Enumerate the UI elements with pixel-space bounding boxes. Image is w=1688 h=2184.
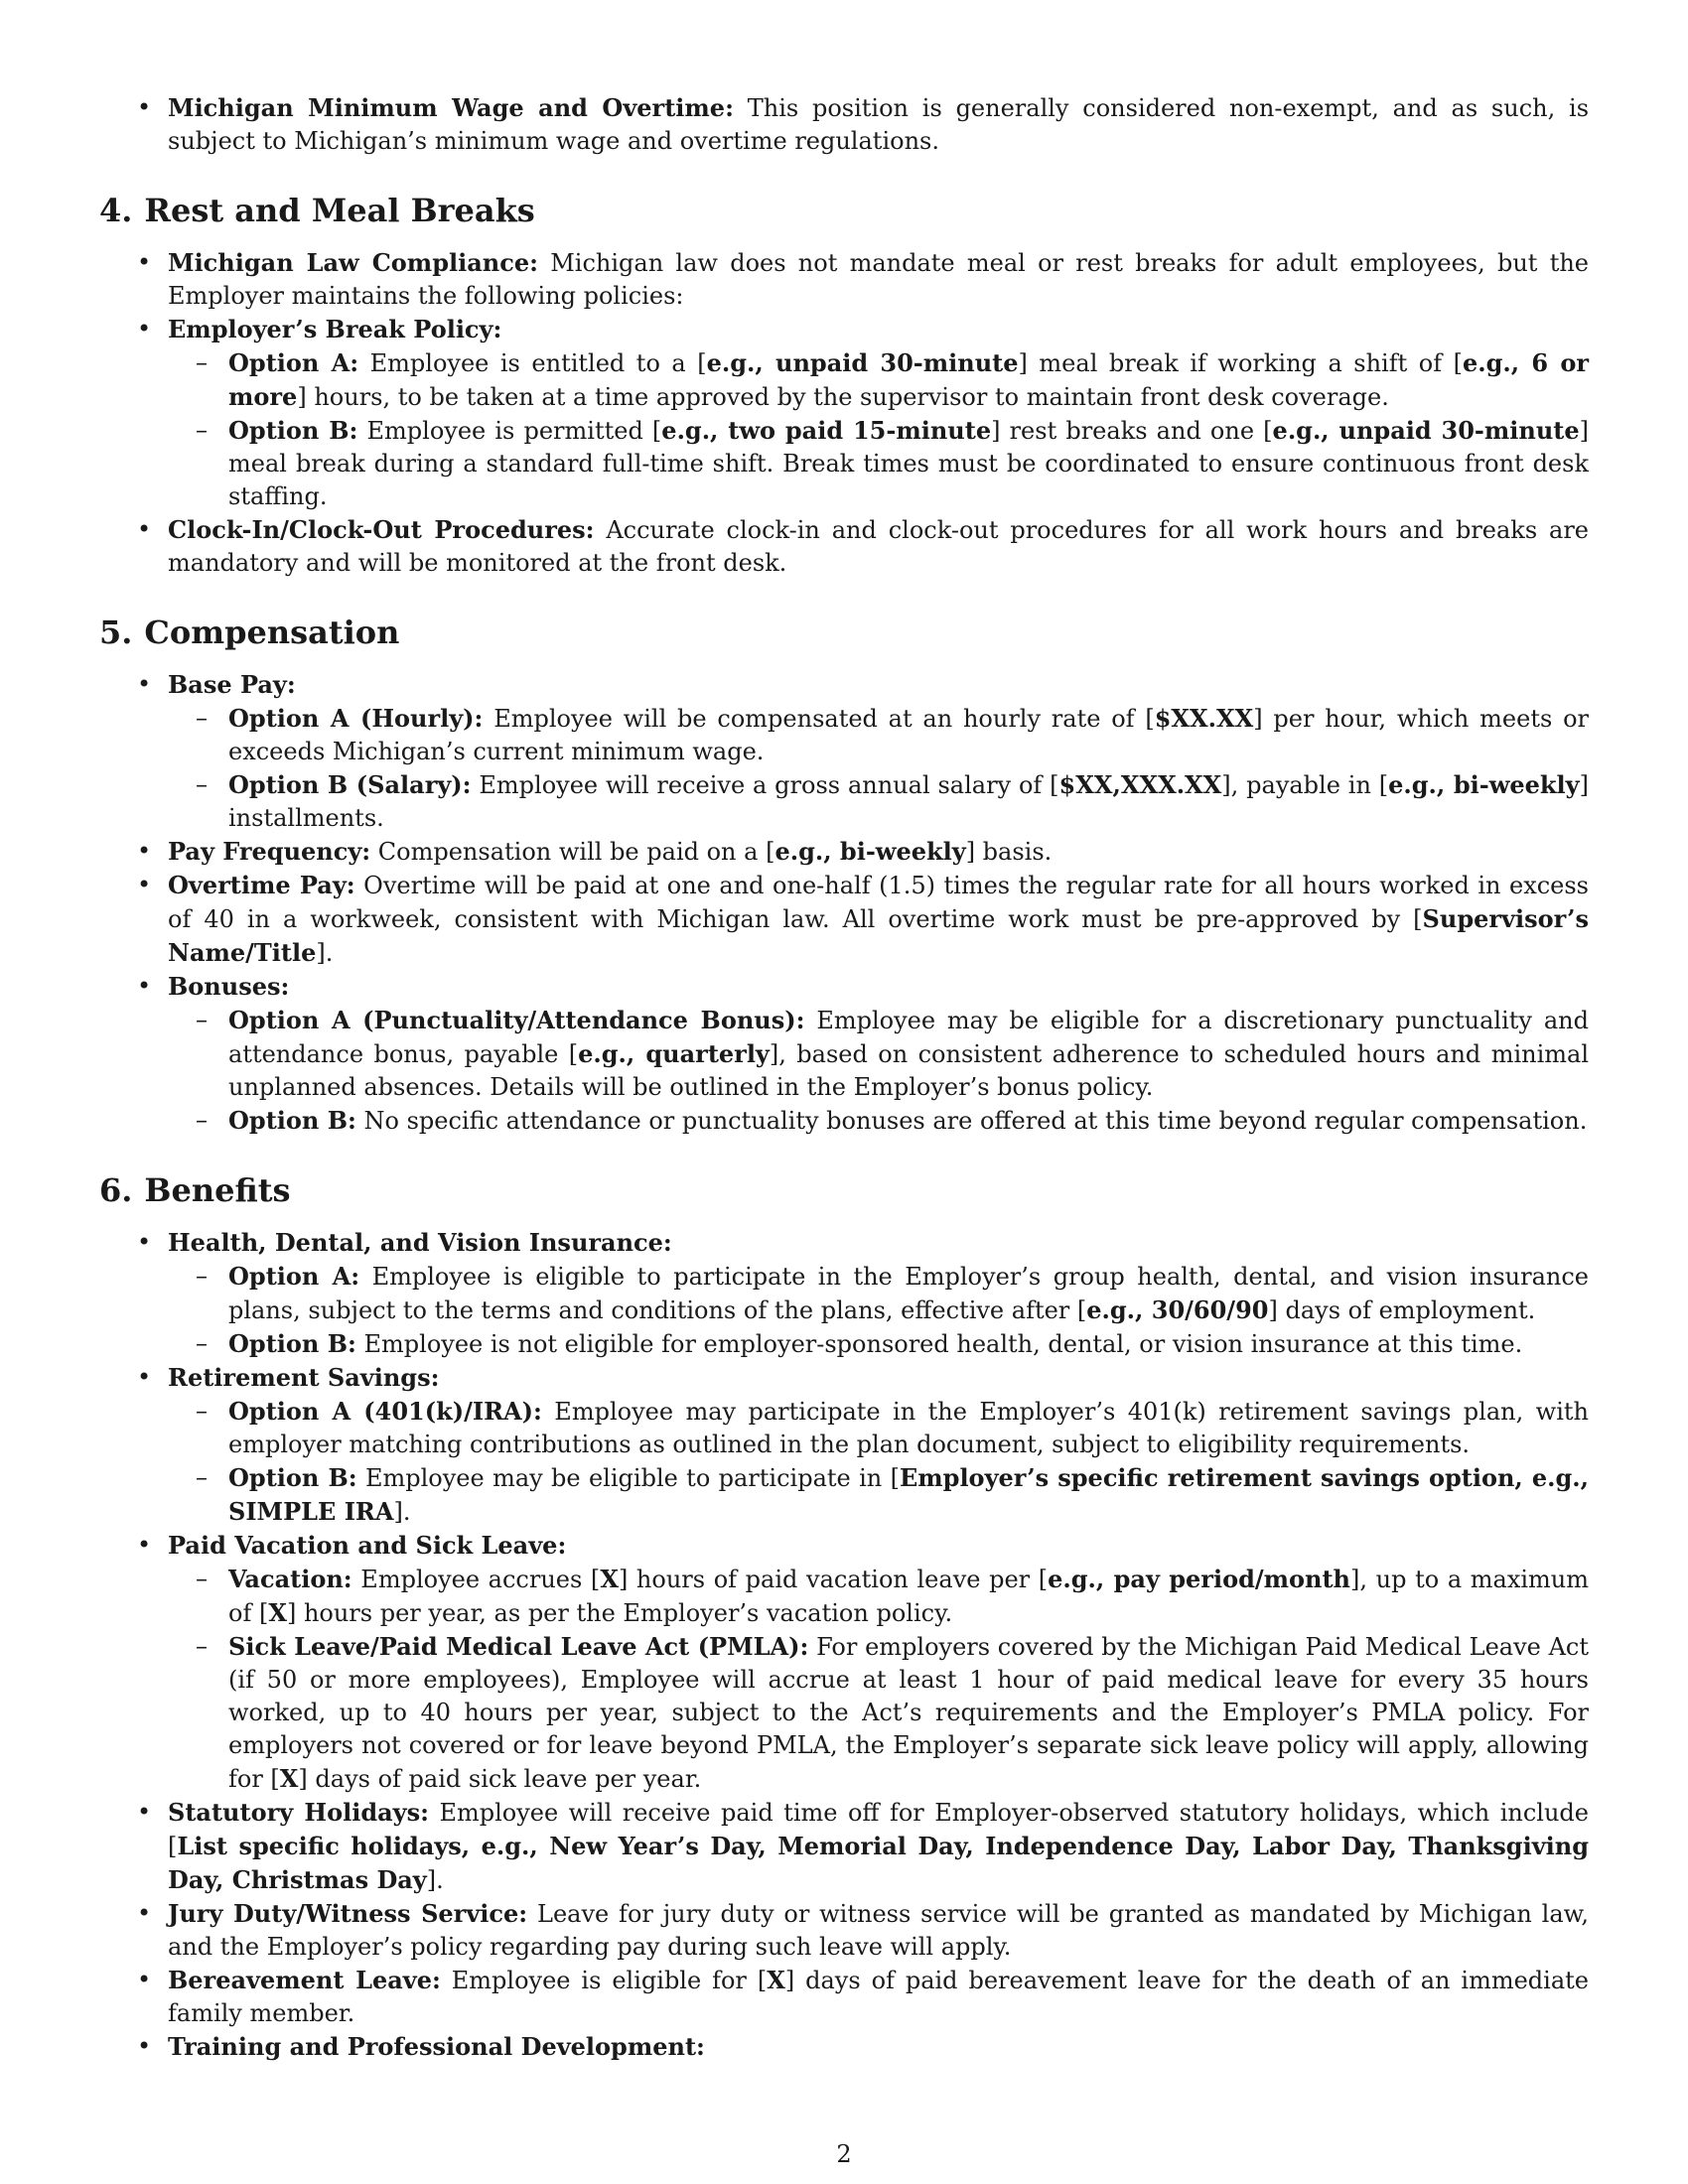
- sub-list: [168, 1004, 1589, 1138]
- sub-list: [168, 1395, 1589, 1529]
- list-item: • Bonuses: – Option A (Punctuality/Attendance Bonus): Employee may be eligible for a discretionary punctuality and attendance bonus, payable [e.g., quarterly], based on consistent adherence to scheduled hours and minimal unplanned absences. Details will be outlined in the Employer’s bonus policy. – Option B: No specific attendance or punctuality bonuses are offered at this time beyond regular compensation.: [99, 970, 1589, 1138]
- list-item: • Bereavement Leave: Employee is eligible for [X] days of paid bereavement leave for the death of an immediate family member.: [99, 1964, 1589, 2030]
- sub-list: [168, 702, 1589, 835]
- sub-list-item: – Vacation: Employee accrues [X] hours of paid vacation leave per [e.g., pay period/month], up to a maximum of [X] hours per year, as per the Employer’s vacation policy.: [168, 1563, 1589, 1630]
- sub-list-item: – Option A: Employee is eligible to participate in the Employer’s group health, dental, and vision insurance plans, subject to the terms and conditions of the plans, effective after [e.g., 30/60/90] days of employment.: [168, 1260, 1589, 1327]
- document-page: [99, 91, 1589, 2184]
- sub-list-item: – Option A: Employee is entitled to a [e.g., unpaid 30-minute] meal break if working a shift of [e.g., 6 or more] hours, to be taken at a time approved by the supervisor to maintain front desk coverage.: [168, 346, 1589, 414]
- section-heading-4: 4. Rest and Meal Breaks: [99, 192, 535, 229]
- list-item: • Base Pay: – Option A (Hourly): Employee will be compensated at an hourly rate of [$XX.XX] per hour, which meets or exceeds Michigan’s current minimum wage. – Option B (Salary): Employee will receive a gross annual salary of [$XX,XXX.XX], payable in [e.g., bi-weekly] installments.: [99, 668, 1589, 835]
- sub-list: [168, 1563, 1589, 1796]
- sub-list-item: – Option A (401(k)/IRA): Employee may participate in the Employer’s 401(k) retirement savings plan, with employer matching contributions as outlined in the plan document, subject to eligibility requirements.: [168, 1395, 1589, 1461]
- list-item: • Employer’s Break Policy: – Option A: Employee is entitled to a [e.g., unpaid 30-minute] meal break if working a shift of [e.g., 6 or more] hours, to be taken at a time approved by the supervisor to maintain front desk coverage. – Option B: Employee is permitted [e.g., two paid 15-minute] rest breaks and one [e.g., unpaid 30-minute] meal break during a standard full-time shift. Break times must be coordinated to ensure continuous front desk staffing.: [99, 313, 1589, 513]
- section-4-list: [99, 246, 1589, 580]
- section-6-list: [99, 1226, 1589, 2064]
- list-item: • Jury Duty/Witness Service: Leave for jury duty or witness service will be granted as mandated by Michigan law, and the Employer’s policy regarding pay during such leave will apply.: [99, 1897, 1589, 1964]
- section-5-list: [99, 668, 1589, 1138]
- list-item: • Michigan Law Compliance: Michigan law does not mandate meal or rest breaks for adult employees, but the Employer maintains the following policies:: [99, 246, 1589, 313]
- sub-list: [168, 346, 1589, 513]
- list-item: • Retirement Savings: – Option A (401(k)/IRA): Employee may participate in the Employer’s 401(k) retirement savings plan, with employer matching contributions as outlined in the plan document, subject to eligibility requirements. – Option B: Employee may be eligible to participate in [Employer’s specific retirement savings option, e.g., SIMPLE IRA].: [99, 1361, 1589, 1529]
- sub-list: [168, 1260, 1589, 1361]
- sub-list-item: – Option B (Salary): Employee will receive a gross annual salary of [$XX,XXX.XX], payable in [e.g., bi-weekly] installments.: [168, 768, 1589, 835]
- page-number: 2: [836, 2140, 852, 2168]
- list-item: • Paid Vacation and Sick Leave: – Vacation: Employee accrues [X] hours of paid vacation leave per [e.g., pay period/month], up to a maximum of [X] hours per year, as per the Employer’s vacation policy. – Sick Leave/Paid Medical Leave Act (PMLA): For employers covered by the Michigan Paid Medical Leave Act (if 50 or more employees), Employee will accrue at least 1 hour of paid medical leave for every 35 hours worked, up to 40 hours per year, subject to the Act’s requirements and the Employer’s PMLA policy. For employers not covered or for leave beyond PMLA, the Employer’s separate sick leave policy will apply, allowing for [X] days of paid sick leave per year.: [99, 1529, 1589, 1796]
- list-item: • Training and Professional Development:: [99, 2030, 1589, 2064]
- intro-list: [99, 91, 1589, 158]
- list-item: • Pay Frequency: Compensation will be paid on a [e.g., bi-weekly] basis.: [99, 835, 1589, 869]
- sub-list-item: – Sick Leave/Paid Medical Leave Act (PMLA): For employers covered by the Michigan Paid Medical Leave Act (if 50 or more employees), Employee will accrue at least 1 hour of paid medical leave for every 35 hours worked, up to 40 hours per year, subject to the Act’s requirements and the Employer’s PMLA policy. For employers not covered or for leave beyond PMLA, the Employer’s separate sick leave policy will apply, allowing for [X] days of paid sick leave per year.: [168, 1630, 1589, 1796]
- sub-list-item: – Option B: Employee is not eligible for employer-sponsored health, dental, or vision insurance at this time.: [168, 1327, 1589, 1361]
- sub-list-item: – Option A (Punctuality/Attendance Bonus): Employee may be eligible for a discretionary punctuality and attendance bonus, payable [e.g., quarterly], based on consistent adherence to scheduled hours and minimal unplanned absences. Details will be outlined in the Employer’s bonus policy.: [168, 1004, 1589, 1104]
- list-item: • Statutory Holidays: Employee will receive paid time off for Employer-observed statutory holidays, which include [List specific holidays, e.g., New Year’s Day, Memorial Day, Independence Day, Labor Day, Thanksgiving Day, Christmas Day].: [99, 1796, 1589, 1897]
- sub-list-item: – Option B: No specific attendance or punctuality bonuses are offered at this time beyond regular compensation.: [168, 1104, 1589, 1138]
- list-item: • Overtime Pay: Overtime will be paid at one and one-half (1.5) times the regular rate for all hours worked in excess of 40 in a workweek, consistent with Michigan law. All overtime work must be pre-approved by [Supervisor’s Name/Title].: [99, 869, 1589, 970]
- section-heading-5: 5. Compensation: [99, 614, 400, 651]
- section-heading-6: 6. Benefits: [99, 1171, 291, 1209]
- list-item: • Clock-In/Clock-Out Procedures: Accurate clock-in and clock-out procedures for all work hours and breaks are mandatory and will be monitored at the front desk.: [99, 513, 1589, 580]
- sub-list-item: – Option B: Employee is permitted [e.g., two paid 15-minute] rest breaks and one [e.g., unpaid 30-minute] meal break during a standard full-time shift. Break times must be coordinated to ensure continuous front desk staffing.: [168, 414, 1589, 513]
- list-item: • Michigan Minimum Wage and Overtime: This position is generally considered non-exempt, and as such, is subject to Michigan’s minimum wage and overtime regulations.: [99, 91, 1589, 158]
- sub-list-item: – Option B: Employee may be eligible to participate in [Employer’s specific retirement savings option, e.g., SIMPLE IRA].: [168, 1461, 1589, 1529]
- list-item: • Health, Dental, and Vision Insurance: – Option A: Employee is eligible to participate in the Employer’s group health, dental, and vision insurance plans, subject to the terms and conditions of the plans, effective after [e.g., 30/60/90] days of employment. – Option B: Employee is not eligible for employer-sponsored health, dental, or vision insurance at this time.: [99, 1226, 1589, 1361]
- sub-list-item: – Option A (Hourly): Employee will be compensated at an hourly rate of [$XX.XX] per hour, which meets or exceeds Michigan’s current minimum wage.: [168, 702, 1589, 768]
